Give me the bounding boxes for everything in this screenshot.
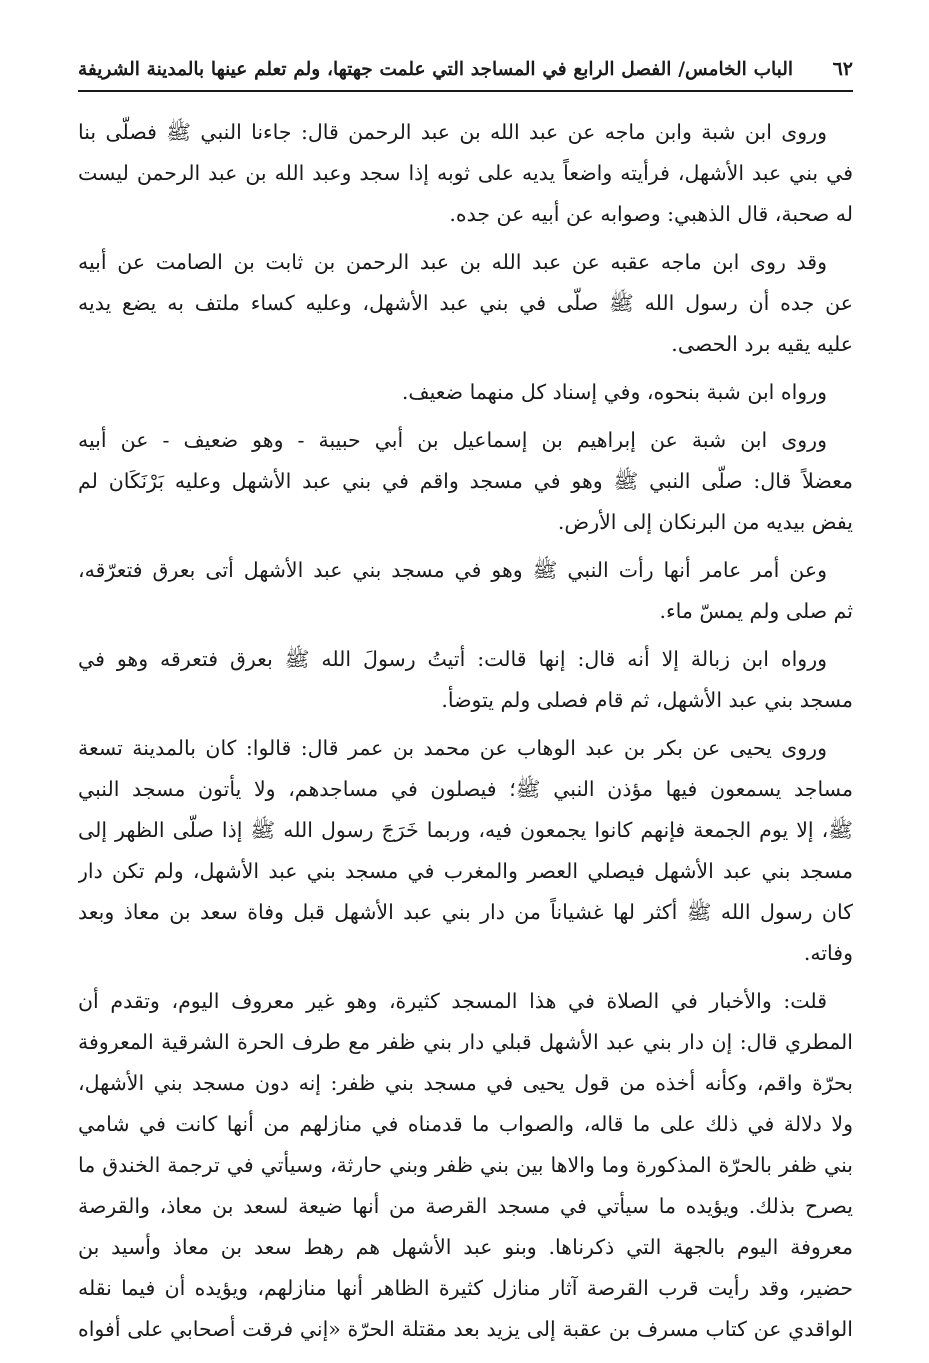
text-line: وفاته. [803, 941, 853, 965]
paragraph [78, 981, 853, 1350]
text-line: له صحبة، قال الذهبي: وصوابه عن أبيه عن جده. [449, 202, 853, 226]
paragraph [78, 639, 853, 721]
paragraph [78, 550, 853, 632]
running-title: الباب الخامس/ الفصل الرابع في المساجد التي علمت جهتها، ولم تعلم عينها بالمدينة الشريفة [78, 58, 793, 80]
text-line: عن جده أن رسول الله ﷺ صلّى في بني عبد الأشهل، وعليه كساء ملتف به يضع يديه [78, 291, 853, 315]
page-header [78, 52, 853, 92]
text-line: معروفة اليوم بالجهة التي ذكرناها. وبنو عبد الأشهل هم رهط سعد بن معاذ وأسيد بن [78, 1235, 853, 1259]
paragraph [78, 112, 853, 235]
paragraph [78, 728, 853, 974]
text-line: وقد روى ابن ماجه عقبه عن عبد الله بن عبد الرحمن بن ثابت بن الصامت عن أبيه [78, 250, 827, 274]
text-line: بحرّة واقم، وكأنه أخذه من قول يحيى في مسجد بني ظفر: إنه دون مسجد بني الأشهل، [78, 1071, 853, 1095]
page-body [78, 112, 853, 1357]
text-line: حضير، وقد رأيت قرب القرصة آثار منازل كثيرة الظاهر أنها منازلهم، ويؤيده أن فيما نقله [78, 1276, 853, 1300]
text-line: بني ظفر بالحرّة المذكورة وما والاها بين بني ظفر وبني حارثة، وسيأتي في ترجمة الخندق ما [78, 1153, 853, 1177]
text-line: وروى ابن شبة وابن ماجه عن عبد الله بن عبد الرحمن قال: جاءنا النبي ﷺ فصلّى بنا [78, 120, 827, 144]
text-line: معضلاً قال: صلّى النبي ﷺ وهو في مسجد واقم في بني عبد الأشهل وعليه بَرْنَكَان لم [78, 469, 853, 493]
paragraph [78, 242, 853, 365]
paragraph [78, 420, 853, 543]
text-line: ﷺ، إلا يوم الجمعة فإنهم كانوا يجمعون فيه، وربما خَرَجَ رسول الله ﷺ إذا صلّى الظهر إلى [78, 818, 853, 842]
text-line: مساجد يسمعون فيها مؤذن النبي ﷺ؛ فيصلون في مساجدهم، ولا يأتون مسجد النبي [78, 777, 853, 801]
text-line: وروى ابن شبة عن إبراهيم بن إسماعيل بن أبي حبيبة - وهو ضعيف - عن أبيه [78, 428, 827, 452]
text-line: ورواه ابن شبة بنحوه، وفي إسناد كل منهما ضعيف. [401, 380, 827, 404]
text-line: قلت: والأخبار في الصلاة في هذا المسجد كثيرة، وهو غير معروف اليوم، وتقدم أن [78, 989, 827, 1013]
text-line: الواقدي عن كتاب مسرف بن عقبة إلى يزيد بعد مقتلة الحرّة «إني فرقت أصحابي على أفواه [78, 1317, 853, 1341]
text-line: كان رسول الله ﷺ أكثر لها غشياناً من دار بني عبد الأشهل قبل وفاة سعد بن معاذ وبعد [78, 900, 853, 924]
text-line: يصرح بذلك. ويؤيده ما سيأتي في مسجد القرصة من أنها ضيعة لسعد بن معاذ، والقرصة [78, 1194, 853, 1218]
text-line: مسجد بني عبد الأشهل، ثم قام فصلى ولم يتوضأ. [441, 688, 853, 712]
text-line: ولا دلالة في ذلك على ما قاله، والصواب ما قدمناه في منازلهم من أنها كانت في شامي [78, 1112, 853, 1136]
page-number: ٦٢ [832, 58, 853, 80]
text-line: ورواه ابن زبالة إلا أنه قال: إنها قالت: أتيتُ رسولَ الله ﷺ بعرق فتعرقه وهو في [78, 647, 827, 671]
text-line: عليه يقيه برد الحصى. [671, 332, 853, 356]
text-line: وروى يحيى عن بكر بن عبد الوهاب عن محمد بن عمر قال: قالوا: كان بالمدينة تسعة [78, 736, 827, 760]
text-line: المطري قال: إن دار بني عبد الأشهل قبلي دار بني ظفر مع طرف الحرة الشرقية المعروفة [78, 1030, 853, 1054]
text-line: وعن أمر عامر أنها رأت النبي ﷺ وهو في مسجد بني عبد الأشهل أتى بعرق فتعرّقه، [78, 558, 827, 582]
paragraph [78, 372, 853, 413]
text-line: في بني عبد الأشهل، فرأيته واضعاً يديه على ثوبه إذا سجد وعبد الله بن عبد الرحمن ليست [78, 161, 853, 185]
text-line: ثم صلى ولم يمسّ ماء. [659, 599, 853, 623]
text-line: يفض بيديه من البرنكان إلى الأرض. [557, 510, 853, 534]
text-line: مسجد بني عبد الأشهل فيصلي العصر والمغرب في مسجد بني عبد الأشهل، ولم تكن دار [78, 859, 853, 883]
